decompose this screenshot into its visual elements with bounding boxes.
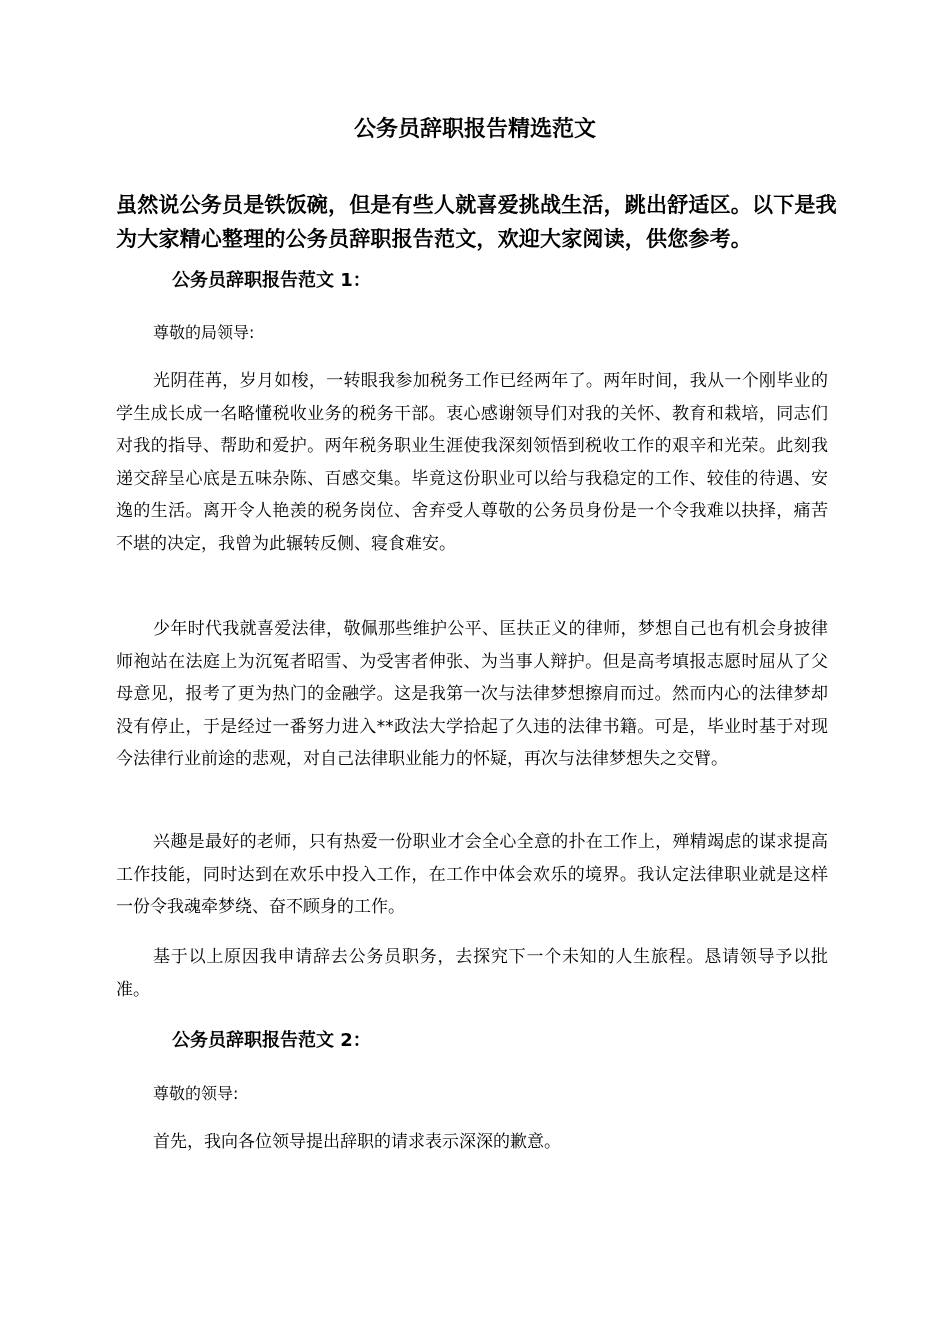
document-title: 公务员辞职报告精选范文 xyxy=(353,117,596,142)
section-1-heading: 公务员辞职报告范文 1： xyxy=(172,270,371,291)
section-1-paragraph-3: 兴趣是最好的老师，只有热爱一份职业才会全心全意的扑在工作上，殚精竭虑的谋求提高工作技能，同时达到在欢乐中投入工作，在工作中体会欢乐的境界。我认定法律职业就是这样一份令我魂牵梦绕、奋不顾身的工作。 xyxy=(116,832,828,918)
section-2-paragraph-1: 首先，我向各位领导提出辞职的请求表示深深的歉意。 xyxy=(153,1132,561,1152)
section-1-greeting: 尊敬的局领导: xyxy=(153,323,255,342)
section-2-greeting: 尊敬的领导: xyxy=(153,1084,239,1103)
section-1-paragraph-1: 光阴荏苒，岁月如梭，一转眼我参加税务工作已经两年了。两年时间，我从一个刚毕业的学生成长成一名略懂税收业务的税务干部。衷心感谢领导们对我的关怀、教育和栽培，同志们对我的指导、帮助和爱护。两年税务职业生涯使我深刻领悟到税收工作的艰辛和光荣。此刻我递交辞呈心底是五味杂陈、百感交集。毕竟这份职业可以给与我稳定的工作、较佳的待遇、安逸的生活。离开令人艳羡的税务岗位、舍弃受人尊敬的公务员身份是一个令我难以抉择，痛苦不堪的决定，我曾为此辗转反侧、寝食难安。 xyxy=(116,371,828,554)
intro-paragraph: 虽然说公务员是铁饭碗，但是有些人就喜爱挑战生活，跳出舒适区。以下是我为大家精心整理的公务员辞职报告范文，欢迎大家阅读，供您参考。 xyxy=(116,193,837,251)
section-2-heading: 公务员辞职报告范文 2： xyxy=(172,1030,371,1051)
section-1-paragraph-4: 基于以上原因我申请辞去公务员职务，去探究下一个未知的人生旅程。恳请领导予以批准。 xyxy=(116,947,828,1000)
section-1-paragraph-2: 少年时代我就喜爱法律，敬佩那些维护公平、匡扶正义的律师，梦想自己也有机会身披律师袍站在法庭上为沉冤者昭雪、为受害者伸张、为当事人辩护。但是高考填报志愿时屈从了父母意见，报考了更为热门的金融学。这是我第一次与法律梦想擦肩而过。然而内心的法律梦却没有停止，于是经过一番努力进入**政法大学拾起了久违的法律书籍。可是，毕业时基于对现今法律行业前途的悲观，对自己法律职业能力的怀疑，再次与法律梦想失之交臂。 xyxy=(116,619,828,770)
